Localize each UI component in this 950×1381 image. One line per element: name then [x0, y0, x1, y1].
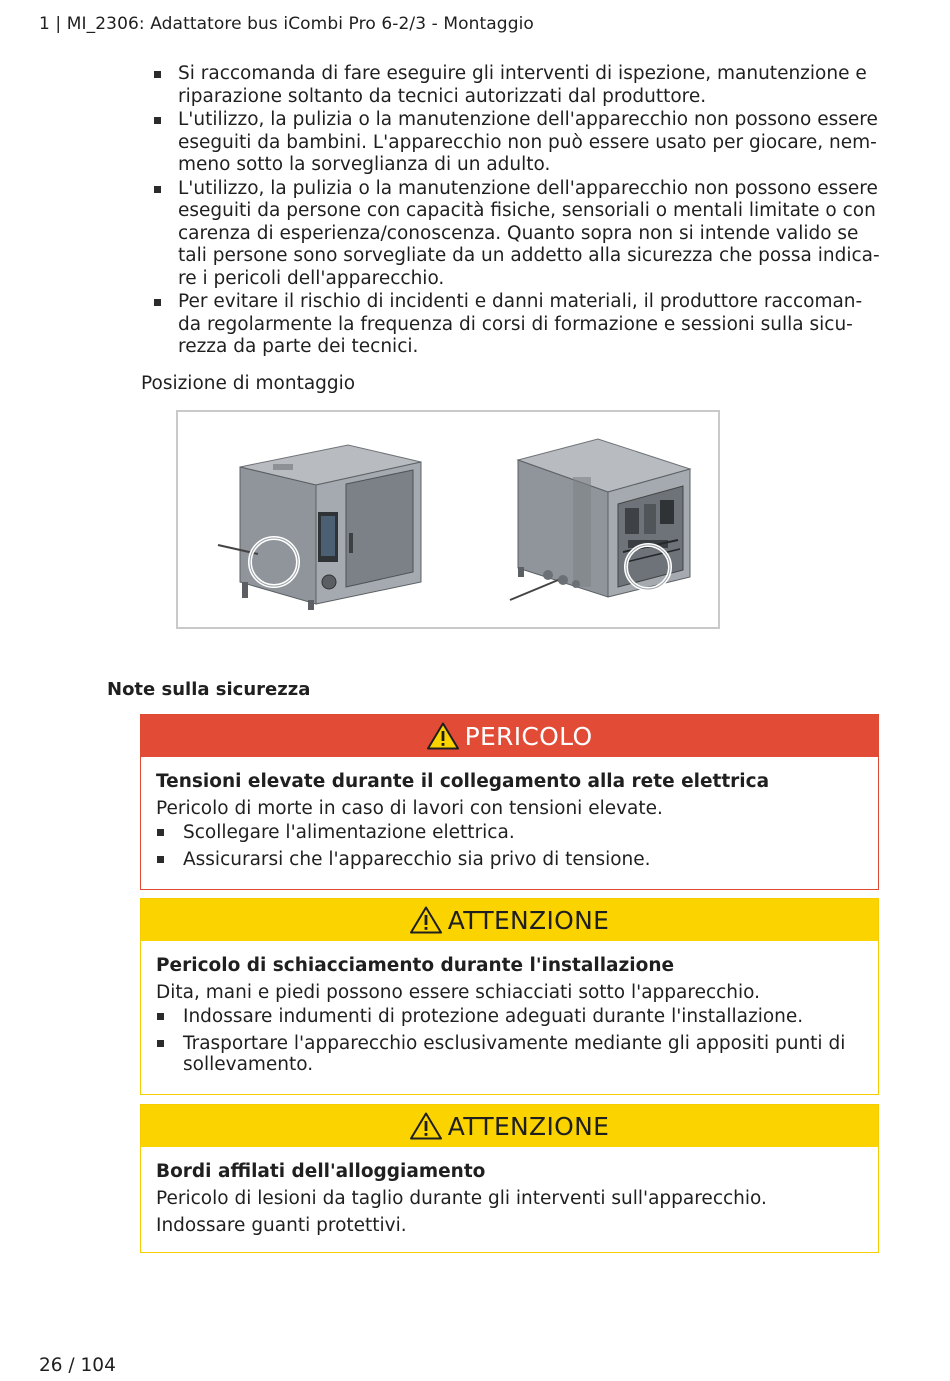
caution-text: Pericolo di lesioni da taglio durante gli interventi sull'apparecchio. [156, 1188, 767, 1209]
danger-signal-word: PERICOLO [464, 721, 593, 751]
list-item-text: Indossare indumenti di protezione adeguati durante l'installazione. [183, 1006, 804, 1027]
list-item-text: Trasportare l'apparecchio esclusivamente mediante gli appositi punti di sollevamento. [183, 1033, 846, 1075]
list-item-text: Scollegare l'alimentazione elettrica. [183, 822, 515, 843]
list-item [156, 1006, 863, 1027]
document-header: 1 | MI_2306: Adattatore bus iCombi Pro 6-2/3 - Montaggio [39, 14, 534, 34]
square-bullet-icon [157, 1013, 164, 1020]
intro-list [150, 63, 885, 360]
list-item [156, 849, 863, 870]
caution-actions [156, 1006, 863, 1075]
list-item [156, 1033, 863, 1075]
list-item-text: Si raccomanda di fare eseguire gli interventi di ispezione, manutenzione e riparazione soltanto da tecnici autorizzati dal produttore. [178, 63, 867, 107]
mount-position-figure [176, 410, 720, 629]
square-bullet-icon [154, 117, 161, 124]
square-bullet-icon [154, 71, 161, 78]
caution-text: Dita, mani e piedi possono essere schiacciati sotto l'apparecchio. [156, 982, 761, 1003]
caution-heading: Bordi affilati dell'alloggiamento [156, 1161, 486, 1182]
oven-front-view [218, 445, 421, 610]
warning-triangle-icon [427, 722, 459, 750]
list-item [150, 178, 885, 291]
mount-position-label: Posizione di montaggio [141, 373, 356, 394]
list-item-text: Assicurarsi che l'apparecchio sia privo di tensione. [183, 849, 651, 870]
list-item-text: L'utilizzo, la pulizia o la manutenzione dell'apparecchio non possono essere eseguiti da bambini. L'apparecchio non può essere usato per giocare, nem-meno sotto la sorveglianza di un adulto. [178, 109, 878, 175]
oven-rear-view [510, 439, 690, 600]
caution-heading: Pericolo di schiacciamento durante l'installazione [156, 955, 675, 976]
caution-signal-word: ATTENZIONE [447, 1111, 610, 1141]
safety-section-title: Note sulla sicurezza [107, 679, 311, 700]
warning-triangle-icon [410, 906, 442, 934]
square-bullet-icon [157, 856, 164, 863]
square-bullet-icon [154, 186, 161, 193]
warning-triangle-icon [410, 1112, 442, 1140]
oven-illustration [178, 412, 718, 627]
danger-band [141, 715, 878, 757]
danger-actions [156, 822, 863, 870]
page-number: 26 / 104 [39, 1355, 116, 1376]
caution-text: Indossare guanti protettivi. [156, 1215, 407, 1236]
caution-signal-word: ATTENZIONE [447, 905, 610, 935]
list-item [156, 822, 863, 843]
list-item [150, 63, 885, 108]
list-item [150, 291, 885, 359]
list-item-text: Per evitare il rischio di incidenti e danni materiali, il produttore raccoman-da regolarmente la frequenza di corsi di formazione e sessioni sulla sicu-rezza da parte dei tecnici. [178, 291, 863, 357]
caution-notice-crushing [140, 898, 879, 1095]
danger-notice [140, 714, 879, 890]
list-item [150, 109, 885, 177]
list-item-text: L'utilizzo, la pulizia o la manutenzione dell'apparecchio non possono essere eseguiti da persone con capacità fisiche, sensoriali o mentali limitate o con carenza di esperienza/conoscenza. Quanto sopra non si intende valido se tali persone sono sorvegliate da un addetto alla sicurezza che possa indica-re i pericoli dell'apparecchio. [178, 177, 880, 289]
square-bullet-icon [154, 299, 161, 306]
danger-text: Pericolo di morte in caso di lavori con tensioni elevate. [156, 798, 663, 819]
danger-heading: Tensioni elevate durante il collegamento alla rete elettrica [156, 771, 770, 792]
caution-band [141, 899, 878, 941]
caution-band [141, 1105, 878, 1147]
square-bullet-icon [157, 1040, 164, 1047]
square-bullet-icon [157, 829, 164, 836]
caution-notice-sharp-edges [140, 1104, 879, 1253]
